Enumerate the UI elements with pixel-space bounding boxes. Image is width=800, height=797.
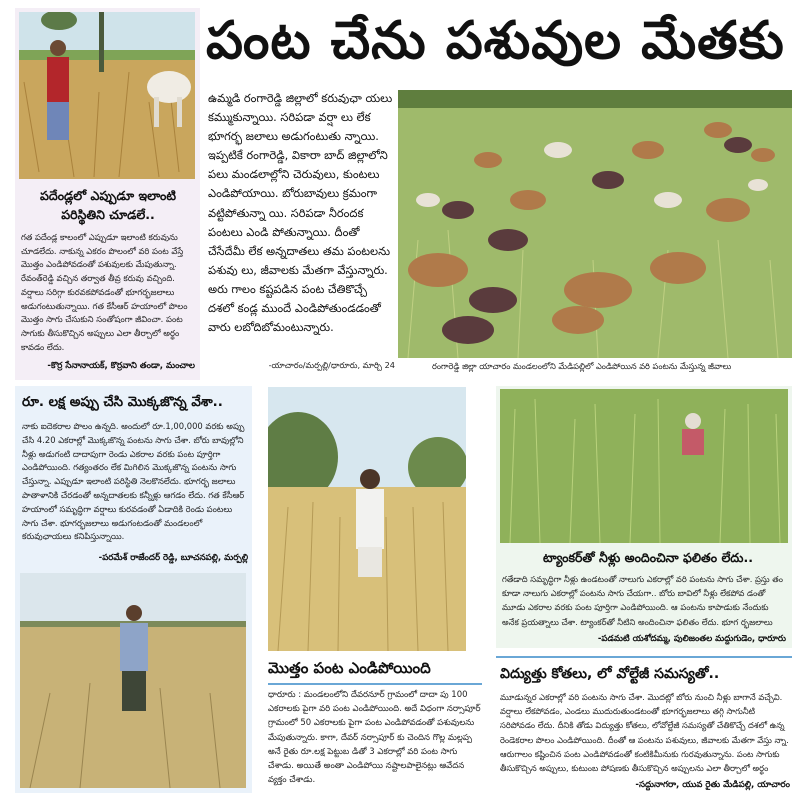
box3-divider <box>268 683 482 685</box>
box1-body: గత పదేండ్ల కాలంలో ఎప్పుడూ ఇలాంటి కరువును చూడలేదు. నాకున్న ఎకరం పొలంలో వరి పంట వేస్తే మొత్తం ఎండిపోవడంతో పశువులకు మేపుతున్నా. రేవంత్‌రెడ్డి వచ్చిన తర్వాత తీవ్ర కరువు వచ్చింది. వర్షాలు సరిగ్గా కురవకపోవడంతో భూగర్భజలాలు అడుగంటుతున్నాయి. గత కేసీఆర్ హయాంలో పొలం మొత్తం సాగు చేసుకుని సంతోషంగా జీవించా. పంట సాగుకు తీసుకొచ్చిన అప్పులు ఎలా తీర్చాలో అర్థం కావడం లేదు. <box>21 232 188 352</box>
box1-signature: -కొర్ర సేనానాయక్, కొర్రవాని తండా, మంచాల <box>47 361 195 371</box>
box5-signature: -సద్దునాగరా, యువ రైతు మేడిపల్లి, యాచారం <box>635 780 790 790</box>
cattle-grazing-photo <box>398 90 792 358</box>
man-in-maize-field-photo <box>268 387 466 651</box>
box3-heading: మొత్తం పంట ఎండిపోయింది <box>268 659 431 677</box>
main-dateline: -యాచారం/మర్పల్లి/ధారూరు, మార్చి 24 <box>268 360 395 370</box>
box2-signature: -పరమేశ్ రాజేందర్ రెడ్డి, బూచనపల్లి, మర్పల్లి <box>98 553 248 563</box>
box5-top-divider <box>496 656 792 658</box>
box5-heading: విద్యుత్తు కోతలు, లో వోల్టేజీ సమస్యతో.. <box>500 666 720 682</box>
farmer-with-cow-photo <box>19 12 195 179</box>
main-photo-caption: రంగారెడ్డి జిల్లా యాచారం మండలంలోని మేడిపల్లిలో ఎండిపోయిన వరి పంటను మేస్తున్న జీవాలు <box>432 361 732 371</box>
box5-body: మూడున్నర ఎకరాల్లో వరి పంటను సాగు చేశా. మొదట్లో బోరు నుంచి నీళ్లు బాగానే వచ్చేవి. వర్షాలు లేకపోవడం, ఎండలు ముదురుతుండటంతో భూగర్భజలాలు తగ్గి సాగునీటి సరిపోవడం లేదు. దీనికి తోడు విద్యుత్తు కోతలు, లోవోల్టేజీ సమస్యతో చేతికొచ్చే దశలో ఉన్న రెండెకరాల పొలం ఎండిపోయింది. దీంతో ఆ పంటను పశువులు, జీవాలకు మేతగా వేస్తు న్నా. ఆరుగాలం కష్టించిన పంట ఎండిపోవడంతో కంటికిమీనుకు గురవుతున్నాను. పంట సాగుకు తీసుకొచ్చిన అప్పులు, కుటుంబ పోషణకు తీసుకొచ్చిన అప్పులను ఎలా తీర్చాలో అర్థం <box>500 692 789 774</box>
box3-body: ధారూరు : మండలంలోని దేవరనూర్ గ్రామంలో దాదా పు 100 ఎకరాలకు పైగా వరి పంట ఎండిపోయింది. అదే విధంగా నర్సాపూర్ గ్రామంలో 50 ఎకరాలకు పైగా పంట ఎండిపోవడంతో పశువులను మేపుతున్నారు. కాగా, దేవర్ నర్సాపూర్ కు చెందిన గొల్ల మల్లప్ప అనే రైతు రూ.లక్ష పెట్టుబ డితో 3 ఎకరాల్లో వరి పంట సాగు చేశాడు. అయితే అంతా ఎండిపోయి నష్టాలపాలైనట్లు ఆవేదన వ్యక్తం చేశాడు. <box>268 690 481 786</box>
box4-signature: -పడమటి యశోదమ్మ, పులిజంతల మద్దుగుడెం, ధారూరు <box>597 634 786 644</box>
box1-heading: పదేండ్లలో ఎప్పుడూ ఇలాంటి పరిస్థితిని చూడలే.. <box>39 188 177 222</box>
box4-body: గతేడాది సమృద్ధిగా నీళ్లు ఉండటంతో నాలుగు ఎకరాల్లో వరి పంటను సాగు చేశా. ప్రస్తు తం కూడా నాలుగు ఎకరాల్లో పంటను సాగు చేయగా.. బోరు బావిలో నీళ్లు లేకపోవ డంతో మూడు ఎకరాల వరకు పంట పూర్తిగా ఎండిపోయింది. ఆ పంటను కాపాడుకు నేందుకు అనేక ప్రయత్నాలు చేశా. ట్యాంకర్‌తో నీటిని అందించినా ఫలితం లేదు. భూగ ర్భజలాలు <box>502 574 783 627</box>
box2-body: నాకు ఐదెకరాల పొలం ఉన్నది. అందులో రూ.1,00,000 వరకు అప్పు చేసి 4.20 ఎకరాల్లో మొక్కజొన్న పంటను సాగు చేశా. బోరు బావుల్లోని నీళ్లు అడుగంటి దాదాపుగా రెండు ఎకరాల వరకు పంట పూర్తిగా ఎండిపోయింది. గత్యంతరం లేక మిగిలిన మొక్కజొన్న పంటను సాగు చేస్తున్నా. ఎప్పుడూ ఇలాంటి పరిస్థితి నెలకొనలేదు. భూగర్భ జలాలు పాతాళానికి చేరడంతో అన్నదాతలకు కన్నీళ్లు ఆగడం లేదు. గత కేసీఆర్ హయాంలో సమృద్ధిగా వర్షాలు కురవడంతో ఏడాదికి రెండు పంటలు సాగు చేశా. భూగర్భజలాలు అడుగంటడంతో మండలంలో కరువుఛాయలు కనిపిస్తున్నాయి. <box>22 421 245 542</box>
box4-heading: ట్యాంకర్‌తో నీళ్లు అందించినా ఫలితం లేదు.. <box>543 550 753 565</box>
main-article-body: ఉమ్మడి రంగారెడ్డి జిల్లాలో కరువుఛా యలు కమ్ముకున్నాయి. సరిపడా వర్షా లు లేక భూగర్భ జలాలు అడుగంటుతు న్నాయి. ఇప్పటికే రంగారెడ్డి, వికారా బాద్ జిల్లాలోని పలు మండలాల్లోని చెరువులు, కుంటలు ఎండిపోయాయి. బోరుబావులు క్రమంగా వట్టిపోతున్నా యి. సరిపడా నీరందక పంటలు ఎండి పోతున్నాయి. దీంతో చేసేదేమీ లేక అన్నదాతలు తమ పంటలను పశువు లు, జీవాలకు మేతగా వేస్తున్నారు. అరు గాలం కష్టపడిన పంట చేతికొచ్చే దశలో కండ్ల ముందే ఎండిపోతుండడంతో వారు లబోదిబోమంటున్నారు. <box>208 91 393 335</box>
box2-heading: రూ. లక్ష అప్పు చేసి మొక్కజొన్న వేశా.. <box>22 395 223 410</box>
woman-in-paddy-photo <box>500 389 788 543</box>
headline: పంట చేను పశువుల మేతకు <box>206 11 785 71</box>
farmer-in-dry-field-photo <box>20 573 246 788</box>
